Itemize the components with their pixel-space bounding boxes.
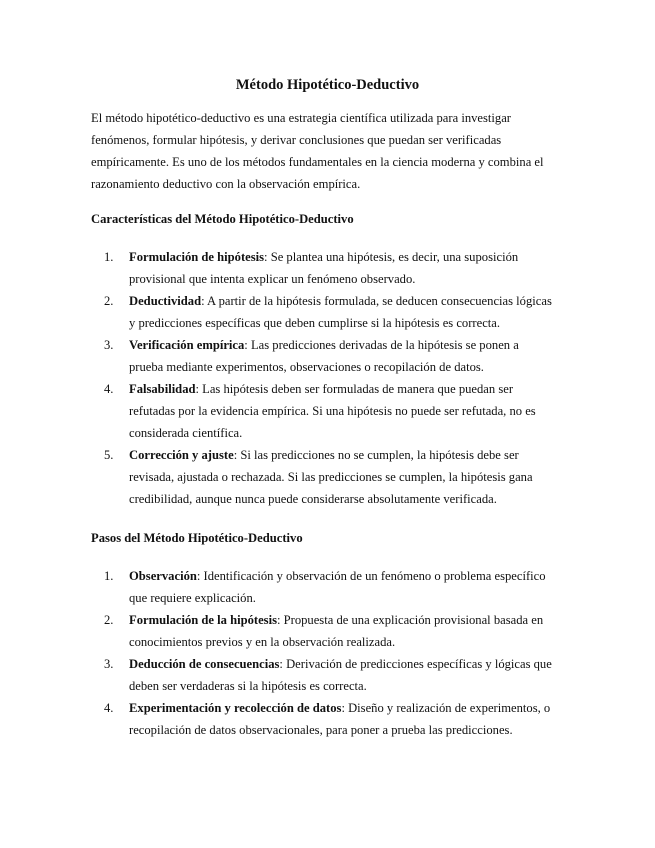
list-item: [104, 653, 574, 697]
list-item: [104, 290, 574, 334]
item-term: Formulación de la hipótesis: [129, 613, 277, 627]
item-first-line: [129, 565, 574, 587]
item-first-line: [129, 609, 574, 631]
item-text: : Propuesta de una explicación provisional basada en: [276, 613, 544, 627]
item-number: 3.: [104, 657, 114, 671]
intro-paragraph: [91, 107, 561, 195]
list-item: [104, 246, 574, 290]
item-number: 4.: [104, 701, 114, 715]
item-text: : Diseño y realización de experimentos, o: [341, 701, 551, 715]
item-number: 1.: [104, 569, 114, 583]
item-text: : A partir de la hipótesis formulada, se deducen consecuencias lógicas: [201, 294, 552, 308]
item-first-line: [129, 246, 574, 268]
item-continuation: refutadas por la evidencia empírica. Si una hipótesis no puede ser refutada, no es: [129, 404, 536, 418]
item-term: Experimentación y recolección de datos: [129, 701, 342, 715]
item-continuation: considerada científica.: [129, 426, 243, 440]
list-item: [104, 334, 574, 378]
item-number: 1.: [104, 250, 114, 264]
intro-line: razonamiento deductivo con la observación empírica.: [91, 177, 361, 191]
item-text: : Derivación de predicciones específicas y lógicas que: [279, 657, 552, 671]
item-text: : Si las predicciones no se cumplen, la hipótesis debe ser: [233, 448, 519, 462]
item-term: Observación: [129, 569, 197, 583]
list-item: [104, 697, 574, 741]
item-continuation: deben ser verdaderas si la hipótesis es correcta.: [129, 679, 367, 693]
item-continuation: prueba mediante experimentos, observaciones o recopilación de datos.: [129, 360, 484, 374]
intro-line: fenómenos, formular hipótesis, y derivar conclusiones que puedan ser verificadas: [91, 133, 502, 147]
item-first-line: [129, 653, 574, 675]
item-continuation: provisional que intenta explicar un fenómeno observado.: [129, 272, 416, 286]
item-term: Corrección y ajuste: [129, 448, 234, 462]
item-term: Formulación de hipótesis: [129, 250, 265, 264]
item-first-line: [129, 334, 574, 356]
section-heading-steps: Pasos del Método Hipotético-Deductivo: [91, 531, 303, 545]
item-number: 4.: [104, 382, 114, 396]
item-term: Falsabilidad: [129, 382, 196, 396]
item-text: : Se plantea una hipótesis, es decir, una suposición: [264, 250, 519, 264]
list-item: [104, 609, 574, 653]
item-first-line: [129, 697, 574, 719]
item-number: 2.: [104, 613, 114, 627]
list-item: [104, 378, 574, 444]
document-title: Método Hipotético-Deductivo: [235, 77, 420, 93]
item-continuation: recopilación de datos observacionales, para poner a prueba las predicciones.: [129, 723, 513, 737]
steps-list: [104, 565, 574, 741]
item-number: 5.: [104, 448, 114, 462]
item-continuation: credibilidad, aunque nunca puede considerarse absolutamente verificada.: [129, 492, 497, 506]
item-term: Deducción de consecuencias: [129, 657, 280, 671]
intro-line: empíricamente. Es uno de los métodos fundamentales en la ciencia moderna y combina el: [91, 155, 544, 169]
item-text: : Las predicciones derivadas de la hipótesis se ponen a: [244, 338, 519, 352]
item-number: 2.: [104, 294, 114, 308]
list-item: [104, 444, 574, 510]
item-continuation: revisada, ajustada o rechazada. Si las predicciones se cumplen, la hipótesis gana: [129, 470, 533, 484]
characteristics-list: [104, 246, 574, 510]
item-number: 3.: [104, 338, 114, 352]
item-continuation: y predicciones específicas que deben cumplirse si la hipótesis es correcta.: [129, 316, 501, 330]
item-text: : Las hipótesis deben ser formuladas de manera que puedan ser: [195, 382, 514, 396]
item-term: Deductividad: [129, 294, 202, 308]
item-continuation: conocimientos previos y en la observación realizada.: [129, 635, 396, 649]
item-text: : Identificación y observación de un fenómeno o problema específico: [196, 569, 546, 583]
list-item: [104, 565, 574, 609]
item-first-line: [129, 290, 574, 312]
item-first-line: [129, 444, 574, 466]
item-continuation: que requiere explicación.: [129, 591, 256, 605]
section-heading-characteristics: Características del Método Hipotético-Deductivo: [91, 212, 354, 226]
intro-line: El método hipotético-deductivo es una estrategia científica utilizada para investigar: [91, 111, 511, 125]
item-term: Verificación empírica: [129, 338, 245, 352]
item-first-line: [129, 378, 574, 400]
